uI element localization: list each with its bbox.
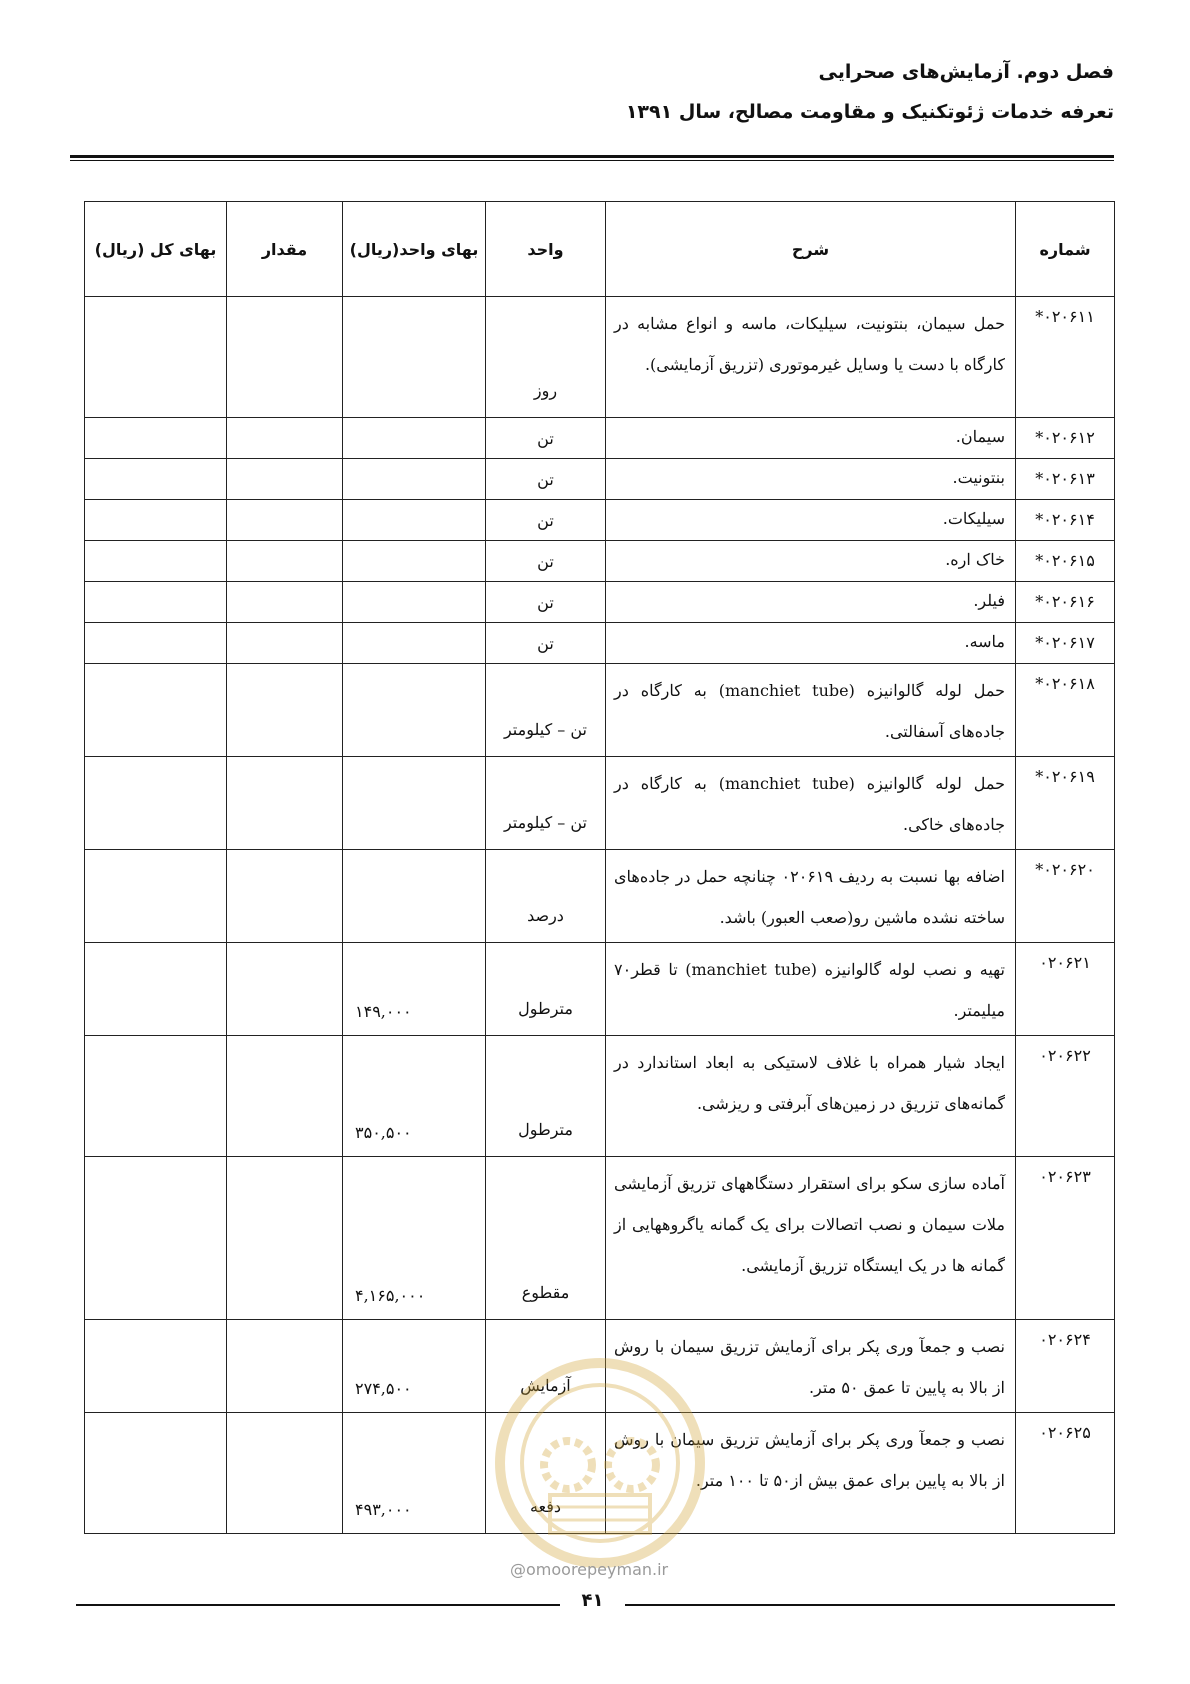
item-quantity — [227, 1320, 343, 1413]
item-unit: تن — [486, 500, 606, 541]
item-unit-price — [343, 850, 486, 943]
item-total-price — [85, 297, 227, 418]
table-row — [85, 582, 1115, 623]
item-description: آماده سازی سکو برای استقرار دستگاههای تزریق آزمایشی ملات سیمان و نصب اتصالات برای یک گمانه یاگروههایی از گمانه ها در یک ایستگاه تزریق آزمایشی. — [606, 1157, 1016, 1320]
item-quantity — [227, 1413, 343, 1534]
item-unit: تن — [486, 459, 606, 500]
column-header-unit: واحد — [486, 202, 606, 297]
column-header-code: شماره — [1016, 202, 1115, 297]
item-code: ۰۲۰۶۲۵ — [1016, 1413, 1115, 1534]
item-total-price — [85, 582, 227, 623]
item-code: ۰۲۰۶۲۴ — [1016, 1320, 1115, 1413]
item-unit-price — [343, 418, 486, 459]
page-header — [70, 60, 1114, 124]
table-row — [85, 297, 1115, 418]
table-row — [85, 418, 1115, 459]
item-quantity — [227, 500, 343, 541]
item-code: ۰۲۰۶۲۰* — [1016, 850, 1115, 943]
header-divider — [70, 155, 1114, 161]
column-header-total-price: بهای کل (ریال) — [85, 202, 227, 297]
item-description: خاک اره. — [606, 541, 1016, 582]
item-unit: مقطوع — [486, 1157, 606, 1320]
item-description: سیلیکات. — [606, 500, 1016, 541]
item-code: ۰۲۰۶۱۲* — [1016, 418, 1115, 459]
item-description: فیلر. — [606, 582, 1016, 623]
item-unit-price: ۲۷۴,۵۰۰ — [343, 1320, 486, 1413]
item-code: ۰۲۰۶۱۷* — [1016, 623, 1115, 664]
item-description: حمل سیمان، بنتونیت، سیلیکات، ماسه و انواع مشابه در کارگاه با دست یا وسایل غیرموتوری (تزریق آزمایشی). — [606, 297, 1016, 418]
item-unit: درصد — [486, 850, 606, 943]
item-description: سیمان. — [606, 418, 1016, 459]
item-quantity — [227, 418, 343, 459]
table-row — [85, 943, 1115, 1036]
item-total-price — [85, 1413, 227, 1534]
item-total-price — [85, 1157, 227, 1320]
item-code: ۰۲۰۶۱۹* — [1016, 757, 1115, 850]
footer-divider-left — [76, 1604, 560, 1606]
table-row — [85, 1157, 1115, 1320]
item-quantity — [227, 943, 343, 1036]
table-row — [85, 1036, 1115, 1157]
item-code: ۰۲۰۶۱۶* — [1016, 582, 1115, 623]
item-total-price — [85, 664, 227, 757]
item-quantity — [227, 297, 343, 418]
tariff-table — [84, 201, 1115, 1534]
item-unit-price: ۴,۱۶۵,۰۰۰ — [343, 1157, 486, 1320]
item-unit: تن – کیلومتر — [486, 664, 606, 757]
table-row — [85, 1320, 1115, 1413]
item-unit: تن – کیلومتر — [486, 757, 606, 850]
item-total-price — [85, 623, 227, 664]
item-quantity — [227, 850, 343, 943]
table-row — [85, 664, 1115, 757]
item-unit-price — [343, 623, 486, 664]
item-quantity — [227, 1157, 343, 1320]
item-unit: تن — [486, 541, 606, 582]
item-unit-price: ۱۴۹,۰۰۰ — [343, 943, 486, 1036]
item-total-price — [85, 757, 227, 850]
item-total-price — [85, 541, 227, 582]
item-unit-price — [343, 459, 486, 500]
item-description: حمل لوله گالوانیزه (manchiet tube) به کارگاه در جاده‌های خاکی. — [606, 757, 1016, 850]
item-unit: آزمایش — [486, 1320, 606, 1413]
table-row — [85, 500, 1115, 541]
item-unit: تن — [486, 418, 606, 459]
item-total-price — [85, 943, 227, 1036]
item-unit-price: ۴۹۳,۰۰۰ — [343, 1413, 486, 1534]
item-total-price — [85, 418, 227, 459]
item-unit-price — [343, 757, 486, 850]
table-row — [85, 757, 1115, 850]
page-number: ۴۱ — [581, 1590, 604, 1611]
column-header-unit-price: بهای واحد(ریال) — [343, 202, 486, 297]
item-unit-price — [343, 500, 486, 541]
item-unit-price — [343, 582, 486, 623]
item-quantity — [227, 582, 343, 623]
item-description: نصب و جمعآ وری پکر برای آزمایش تزریق سیمان با روش از بالا به پایین تا عمق ۵۰ متر. — [606, 1320, 1016, 1413]
item-code: ۰۲۰۶۱۵* — [1016, 541, 1115, 582]
watermark-url: @omoorepeyman.ir — [510, 1560, 669, 1579]
item-quantity — [227, 459, 343, 500]
item-total-price — [85, 1320, 227, 1413]
item-code: ۰۲۰۶۱۱* — [1016, 297, 1115, 418]
table-row — [85, 850, 1115, 943]
item-total-price — [85, 500, 227, 541]
item-code: ۰۲۰۶۲۲ — [1016, 1036, 1115, 1157]
item-unit: مترطول — [486, 943, 606, 1036]
document-title: تعرفه خدمات ژئوتکنیک و مقاومت مصالح، سال ۱۳۹۱ — [625, 101, 1114, 123]
column-header-description: شرح — [606, 202, 1016, 297]
item-description: بنتونیت. — [606, 459, 1016, 500]
item-unit: مترطول — [486, 1036, 606, 1157]
item-quantity — [227, 757, 343, 850]
table-row — [85, 541, 1115, 582]
item-unit-price — [343, 664, 486, 757]
item-description: حمل لوله گالوانیزه (manchiet tube) به کارگاه در جاده‌های آسفالتی. — [606, 664, 1016, 757]
item-total-price — [85, 1036, 227, 1157]
item-description: ایجاد شیار همراه با غلاف لاستیکی به ابعاد استاندارد در گمانه‌های تزریق در زمین‌های آبرفتی و ریزشی. — [606, 1036, 1016, 1157]
item-description: تهیه و نصب لوله گالوانیزه (manchiet tube) تا قطر۷۰ میلیمتر. — [606, 943, 1016, 1036]
item-code: ۰۲۰۶۲۳ — [1016, 1157, 1115, 1320]
table-header-row — [85, 202, 1115, 297]
item-unit: روز — [486, 297, 606, 418]
item-unit: تن — [486, 623, 606, 664]
item-total-price — [85, 850, 227, 943]
item-quantity — [227, 541, 343, 582]
item-unit-price: ۳۵۰,۵۰۰ — [343, 1036, 486, 1157]
item-description: ماسه. — [606, 623, 1016, 664]
item-quantity — [227, 664, 343, 757]
item-code: ۰۲۰۶۱۳* — [1016, 459, 1115, 500]
item-code: ۰۲۰۶۲۱ — [1016, 943, 1115, 1036]
item-quantity — [227, 623, 343, 664]
item-unit: تن — [486, 582, 606, 623]
item-total-price — [85, 459, 227, 500]
table-row — [85, 459, 1115, 500]
item-unit: دفعه — [486, 1413, 606, 1534]
item-unit-price — [343, 541, 486, 582]
table-row — [85, 623, 1115, 664]
item-code: ۰۲۰۶۱۸* — [1016, 664, 1115, 757]
item-unit-price — [343, 297, 486, 418]
item-description: نصب و جمعآ وری پکر برای آزمایش تزریق سیمان با روش از بالا به پایین برای عمق بیش از۵۰ تا ۱۰۰ متر. — [606, 1413, 1016, 1534]
item-description: اضافه بها نسبت به ردیف ۰۲۰۶۱۹ چنانچه حمل در جاده‌های ساخته نشده ماشین رو(صعب العبور) باشد. — [606, 850, 1016, 943]
chapter-title: فصل دوم. آزمایش‌های صحرایی — [818, 61, 1114, 83]
table-row — [85, 1413, 1115, 1534]
item-code: ۰۲۰۶۱۴* — [1016, 500, 1115, 541]
column-header-quantity: مقدار — [227, 202, 343, 297]
footer-divider-right — [625, 1604, 1115, 1606]
item-quantity — [227, 1036, 343, 1157]
